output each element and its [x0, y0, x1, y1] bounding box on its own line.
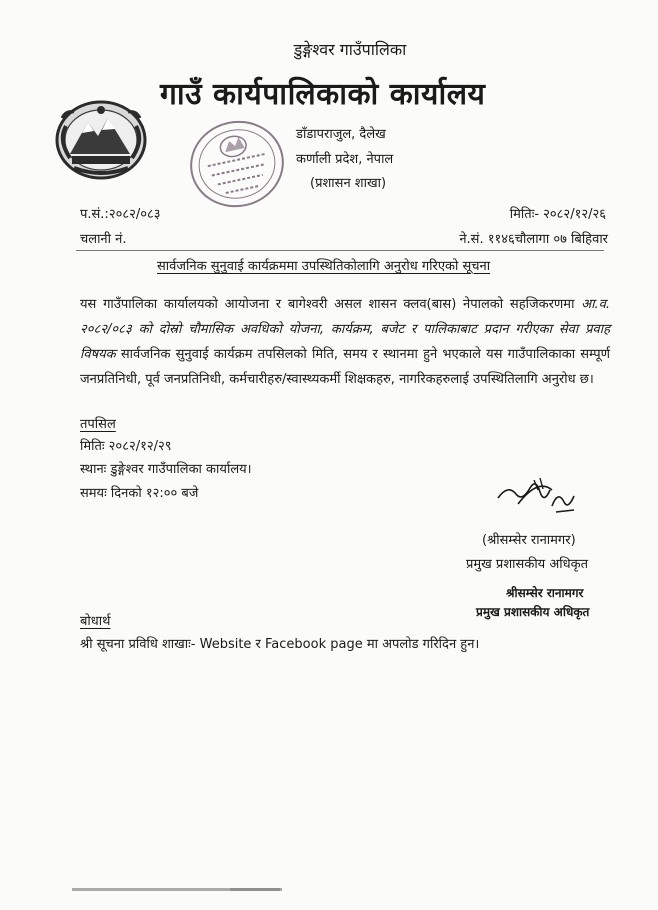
notice-subject: सार्वजनिक सुनुवाई कार्यक्रममा उपस्थितिकोलागि अनुरोध गरिएको सूचना — [157, 259, 491, 274]
address-line-2: कर्णाली प्रदेश, नेपाल — [296, 152, 394, 167]
dispatch-number: चलानी नं. — [80, 232, 127, 247]
handwritten-signature — [494, 476, 580, 520]
section-name: (प्रशासन शाखा) — [310, 176, 387, 191]
stamp-signatory-title: प्रमुख प्रशासकीय अधिकृत — [476, 605, 590, 619]
page-bottom-edge-2 — [230, 888, 280, 891]
government-emblem-icon — [52, 96, 150, 182]
address-line-1: डाँडापराजुल, दैलेख — [296, 127, 386, 142]
details-heading: तपसिल — [80, 417, 116, 432]
signatory-title: प्रमुख प्रशासकीय अधिकृत — [466, 557, 589, 572]
header-divider — [76, 250, 604, 251]
body-text-part-1: यस गाउँपालिका कार्यालयको आयोजना र बागेश्वरी असल शासन क्लव(बास) नेपालको सहजिकरणमा — [80, 297, 582, 312]
municipality-name: डुङ्गेश्वर गाउँपालिका — [293, 40, 407, 59]
reference-number: प.सं.:२०८२/०८३ — [80, 207, 161, 222]
issue-date: मितिः- २०८२/१२/२६ — [509, 207, 606, 222]
cc-line: श्री सूचना प्रविधि शाखाः- Website र Facebook page मा अपलोड गरिदिन हुन। — [80, 637, 480, 652]
nepal-sambat-date: ने.सं. ११४६चौलागा ०७ बिहिवार — [459, 232, 608, 247]
body-text-part-3: सार्वजनिक सुनुवाई कार्यक्रम तपसिलको मिति, समय र स्थानमा हुने भएकाले यस गाउँपालिकाका सम्पूर्ण जनप्रतिनिधी, पूर्व जनप्रतिनिधी, कर्मचारीहरु/स्वास्थ्यकर्मी शिक्षकहरु, नागरिकहरुलाई उपस्थितिलागि अनुरोध छ। — [80, 347, 610, 387]
body-text-italic: आ.व. २०८२/०८३ को दोस्रो चौमासिक अवधिको योजना, कार्यक्रम, बजेट र पालिकाबाट प्रदान गरीएका सेवा प्रवाह विषयक — [80, 297, 610, 362]
event-venue: स्थानः डुङ्गेश्वर गाउँपालिका कार्यालय। — [80, 462, 252, 477]
office-title: गाउँ कार्यपालिकाको कार्यालय — [160, 77, 486, 112]
event-time: समयः दिनको १२:०० बजे — [80, 486, 199, 501]
event-date: मितिः २०८२/१२/२९ — [80, 439, 172, 454]
cc-heading: बोधार्थ — [80, 614, 111, 629]
signatory-name: (श्रीसम्सेर रानामगर) — [482, 533, 576, 548]
notice-body — [80, 292, 610, 392]
stamp-signatory-name: श्रीसम्सेर रानामगर — [506, 586, 584, 600]
office-seal-stamp — [186, 116, 288, 212]
